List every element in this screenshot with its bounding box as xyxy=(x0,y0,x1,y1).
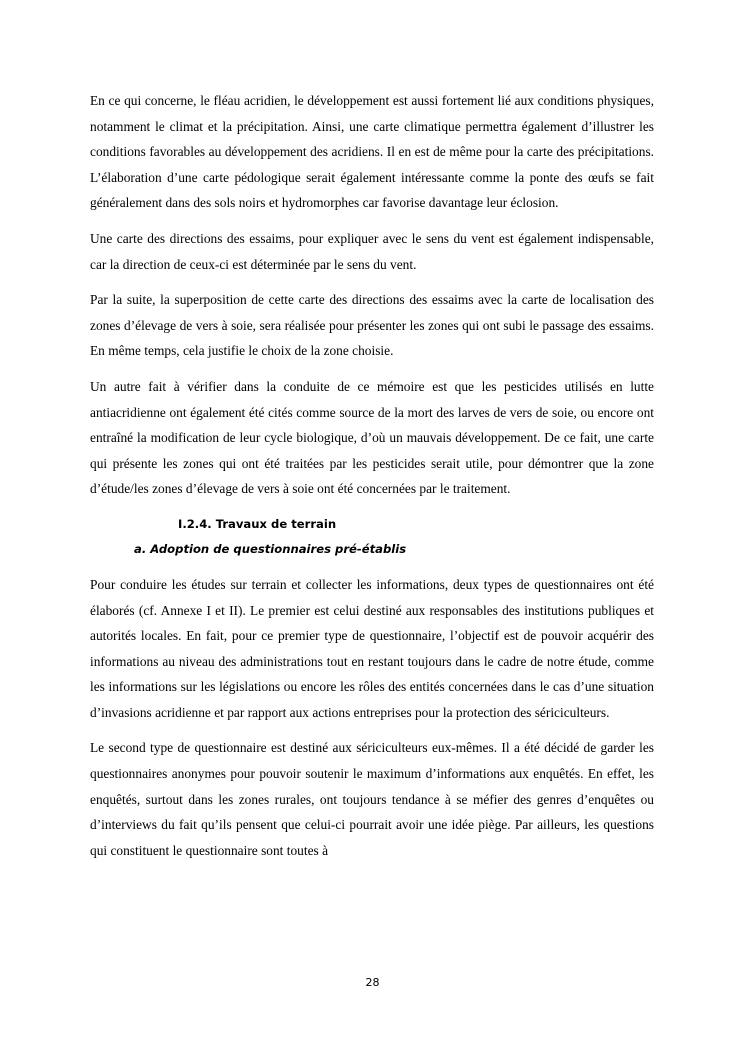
paragraph-second-questionnaire: Le second type de questionnaire est destiné aux sériciculteurs eux-mêmes. Il a été décidé de garder les questionnaires anonymes pour pouvoir soutenir le maximum d’informations aux enquêtés. En effet, les enquêtés, surtout dans les zones rurales, ont toujours tendance à se méfier des genres d’enquêtes ou d’interviews du fait qu’ils pensent que celui-ci pourrait avoir une idée piège. Par ailleurs, les questions qui constituent le questionnaire sont toutes à xyxy=(90,740,654,858)
page-number: 28 xyxy=(365,976,380,989)
subsection-heading: a. Adoption de questionnaires pré-établis xyxy=(134,541,407,556)
section-heading: I.2.4. Travaux de terrain xyxy=(178,516,337,531)
paragraph-pesticides: Un autre fait à vérifier dans la conduite de ce mémoire est que les pesticides utilisés en lutte antiacridienne ont également été cités comme source de la mort des larves de vers de soie, ou encore ont entraîné la modification de leur cycle biologique, d’où un mauvais développement. De ce fait, une carte qui présente les zones qui ont été traitées par les pesticides serait utile, pour démontrer que la zone d’étude/les zones d’élevage de vers à soie ont été concernées par le traitement. xyxy=(90,378,654,497)
document-page xyxy=(90,88,654,873)
paragraph-map-overlay: Par la suite, la superposition de cette carte des directions des essaims avec la carte de localisation des zones d’élevage de vers à soie, sera réalisée pour présenter les zones qui ont subi le passage des essaims. En même temps, cela justifie le choix de la zone choisie. xyxy=(90,292,654,359)
paragraph-questionnaire-types: Pour conduire les études sur terrain et collecter les informations, deux types de questionnaires ont été élaborés (cf. Annexe I et II). Le premier est celui destiné aux responsables des institutions publiques et autorités locales. En fait, pour ce premier type de questionnaire, l’objectif est de pouvoir acquérir des informations au niveau des administrations tout en restant toujours dans le cadre de notre étude, comme les informations sur les législations ou encore les rôles des entités concernées dans le cas d’une situation d’invasions acridienne et par rapport aux actions entreprises pour la protection des sériciculteurs. xyxy=(90,576,654,720)
paragraph-locust-conditions: En ce qui concerne, le fléau acridien, le développement est aussi fortement lié aux conditions physiques, notamment le climat et la précipitation. Ainsi, une carte climatique permettra également d’illustrer les conditions favorables au développement des acridiens. Il en est de même pour la carte des précipitations. L’élaboration d’une carte pédologique serait également intéressante comme la ponte des œufs se fait généralement dans des sols noirs et hydromorphes car favorise davantage leur éclosion. xyxy=(90,93,654,211)
paragraph-swarm-directions: Une carte des directions des essaims, pour expliquer avec le sens du vent est également indispensable, car la direction de ceux-ci est déterminée par le sens du vent. xyxy=(90,230,654,272)
